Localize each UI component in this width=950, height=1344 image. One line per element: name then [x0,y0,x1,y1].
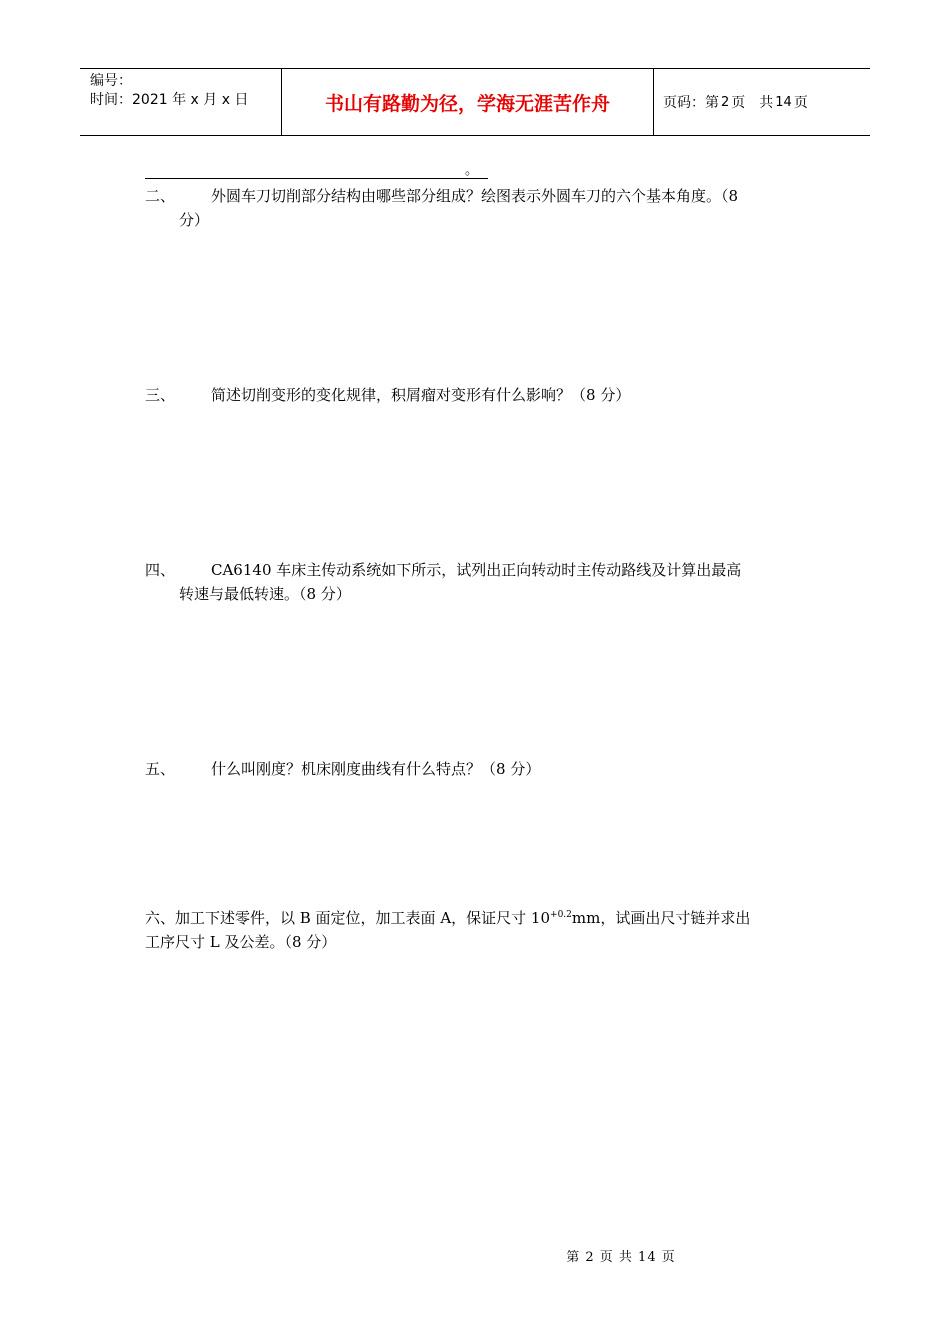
question-text: 外圆车刀切削部分结构由哪些部分组成？绘图表示外圆车刀的六个基本角度。（8 [211,187,739,205]
question-text: CA6140 车床主传动系统如下所示，试列出正向转动时主传动路线及计算出最高 [211,561,742,579]
question-number: 三、 [145,386,176,404]
header-time-label: 时间：2021 年 x 月 x 日 [90,92,249,108]
question-text: 简述切削变形的变化规律，积屑瘤对变形有什么影响？（8 分） [211,386,631,404]
question-4 [145,558,810,606]
header-motto: 书山有路勤为径，学海无涯苦作舟 [282,69,654,135]
header-page-mid: 页 共 [731,95,774,111]
page-header [80,68,870,136]
question-text-cont: 分） [179,211,210,229]
question-number: 四、 [145,561,176,579]
question-text-part2: mm，试画出尺寸链并求出 [571,909,751,927]
answer-blank-line [145,163,488,179]
answer-blank-period: 。 [464,163,478,178]
question-5 [145,757,810,781]
question-text [145,906,810,930]
question-text: 什么叫刚度？机床刚度曲线有什么特点？（8 分） [211,760,541,778]
header-page-prefix: 页码：第 [663,95,719,111]
question-text-cont: 工序尺寸 L 及公差。（8 分） [145,933,337,951]
header-page-suffix: 页 [793,95,808,111]
header-page-total: 14 [775,94,792,110]
question-text-cont: 转速与最低转速。（8 分） [179,585,351,603]
header-meta [80,69,282,135]
header-page-current: 2 [721,94,730,110]
question-6 [145,906,810,954]
page-footer: 第 2 页 共 14 页 [566,1250,676,1265]
question-text-part1: 六、加工下述零件，以 B 面定位，加工表面 A，保证尺寸 10 [145,909,551,927]
question-number: 二、 [145,187,176,205]
question-number: 五、 [145,760,176,778]
question-3 [145,383,810,407]
header-page-info [654,69,870,135]
header-id-label: 编号： [90,73,132,89]
tolerance-superscript: +0.2 [550,910,572,920]
question-2 [145,184,810,232]
